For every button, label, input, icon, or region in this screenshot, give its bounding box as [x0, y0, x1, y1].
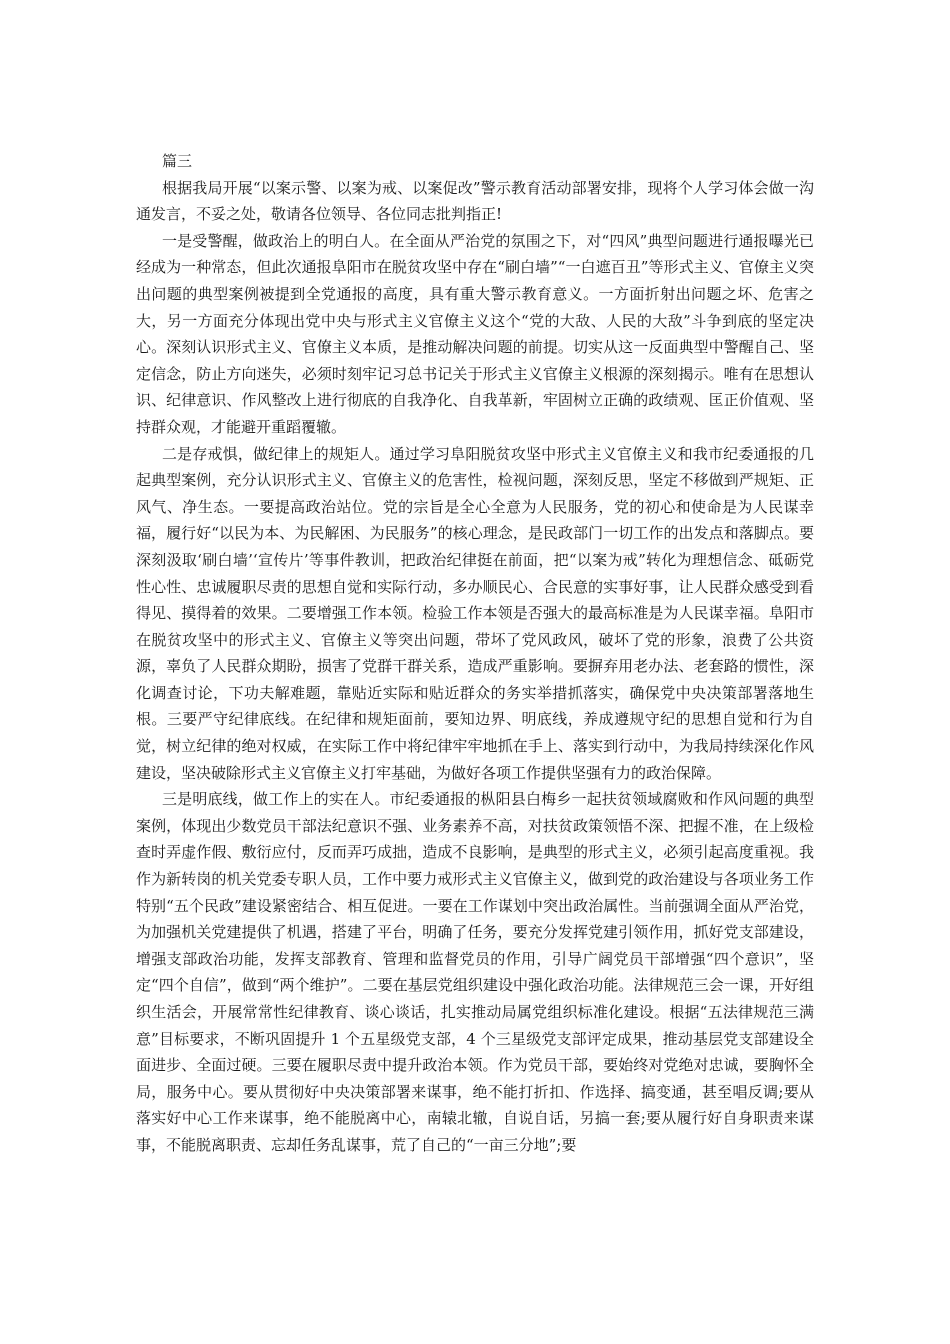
document-page [136, 148, 814, 1159]
paragraph-intro: 根据我局开展“以案示警、以案为戒、以案促改”警示教育活动部署安排，现将个人学习体会做一沟通发言，不妥之处，敬请各位领导、各位同志批判指正! [136, 178, 814, 224]
paragraph-point-two: 二是存戒惧，做纪律上的规矩人。通过学习阜阳脱贫攻坚中形式主义官僚主义和我市纪委通报的几起典型案例，充分认识形式主义、官僚主义的危害性，检视问题，深刻反思，坚定不移做到严规矩、正风气、净生态。一要提高政治站位。党的宗旨是全心全意为人民服务，党的初心和使命是为人民谋幸福，履行好“以民为本、为民解困、为民服务”的核心理念，是民政部门一切工作的出发点和落脚点。要深刻汲取‘刷白墙’‘宣传片’等事件教训，把政治纪律挺在前面，把“以案为戒”转化为理想信念、砥砺党性心性、忠诚履职尽责的思想自觉和实际行动，多办顺民心、合民意的实事好事，让人民群众感受到看得见、摸得着的效果。二要增强工作本领。检验工作本领是否强大的最高标准是为人民谋幸福。阜阳市在脱贫攻坚中的形式主义、官僚主义等突出问题，带坏了党风政风，破坏了党的形象，浪费了公共资源，辜负了人民群众期盼，损害了党群干群关系，造成严重影响。要摒弃用老办法、老套路的惯性，深化调查讨论，下功夫解难题，靠贴近实际和贴近群众的务实举措抓落实，确保党中央决策部署落地生根。三要严守纪律底线。在纪律和规矩面前，要知边界、明底线，养成遵规守纪的思想自觉和行为自觉，树立纪律的绝对权威，在实际工作中将纪律牢牢地抓在手上、落实到行动中，为我局持续深化作风建设，坚决破除形式主义官僚主义打牢基础，为做好各项工作提供坚强有力的政治保障。 [136, 444, 814, 782]
section-title: 篇三 [162, 152, 193, 170]
paragraph-point-one: 一是受警醒，做政治上的明白人。在全面从严治党的氛围之下，对“四风”典型问题进行通报曝光已经成为一种常态，但此次通报阜阳市在脱贫攻坚中存在“刷白墙”“一白遮百丑”等形式主义、官僚主义突出问题的典型案例被提到全党通报的高度，具有重大警示教育意义。一方面折射出问题之坏、危害之大，另一方面充分体现出党中央与形式主义官僚主义这个“党的大敌、人民的大敌”斗争到底的坚定决心。深刻认识形式主义、官僚主义本质，是推动解决问题的前提。切实从这一反面典型中警醒自己、坚定信念，防止方向迷失，必须时刻牢记习总书记关于形式主义官僚主义根源的深刻揭示。唯有在思想认识、纪律意识、作风整改上进行彻底的自我净化、自我革新，牢固树立正确的政绩观、匡正价值观、坚持群众观，才能避开重蹈覆辙。 [136, 231, 814, 436]
paragraph-point-three: 三是明底线，做工作上的实在人。市纪委通报的枞阳县白梅乡一起扶贫领域腐败和作风问题的典型案例，体现出少数党员干部法纪意识不强、业务素养不高，对扶贫政策领悟不深、把握不准，在上级检查时弄虚作假、敷衍应付，反而弄巧成拙，造成不良影响，是典型的形式主义，必须引起高度重视。我作为新转岗的机关党委专职人员，工作中要力戒形式主义官僚主义，做到党的政治建设与各项业务工作特别“五个民政”建设紧密结合、相互促进。一要在工作谋划中突出政治属性。当前强调全面从严治党，为加强机关党建提供了机遇，搭建了平台，明确了任务，要充分发挥党建引领作用，抓好党支部建设，增强支部政治功能，发挥支部教育、管理和监督党员的作用，引导广阔党员干部增强“四个意识”，坚定“四个自信”，做到“两个维护”。二要在基层党组织建设中强化政治功能。法律规范三会一课，开好组织生活会，开展常常性纪律教育、谈心谈话，扎实推动局属党组织标准化建设。根据“五法律规范三满意”目标要求，不断巩固提升 1 个五星级党支部，4 个三星级党支部评定成果，推动基层党支部建设全面进步、全面过硬。三要在履职尽责中提升政治本领。作为党员干部，要始终对党绝对忠诚，要胸怀全局，服务中心。要从贯彻好中央决策部署来谋事，绝不能打折扣、作选择、搞变通，甚至唱反调;要从落实好中心工作来谋事，绝不能脱离中心，南辕北辙，自说自话，另搞一套;要从履行好自身职责来谋事，不能脱离职责、忘却任务乱谋事，荒了自己的“一亩三分地”;要 [136, 790, 814, 1154]
